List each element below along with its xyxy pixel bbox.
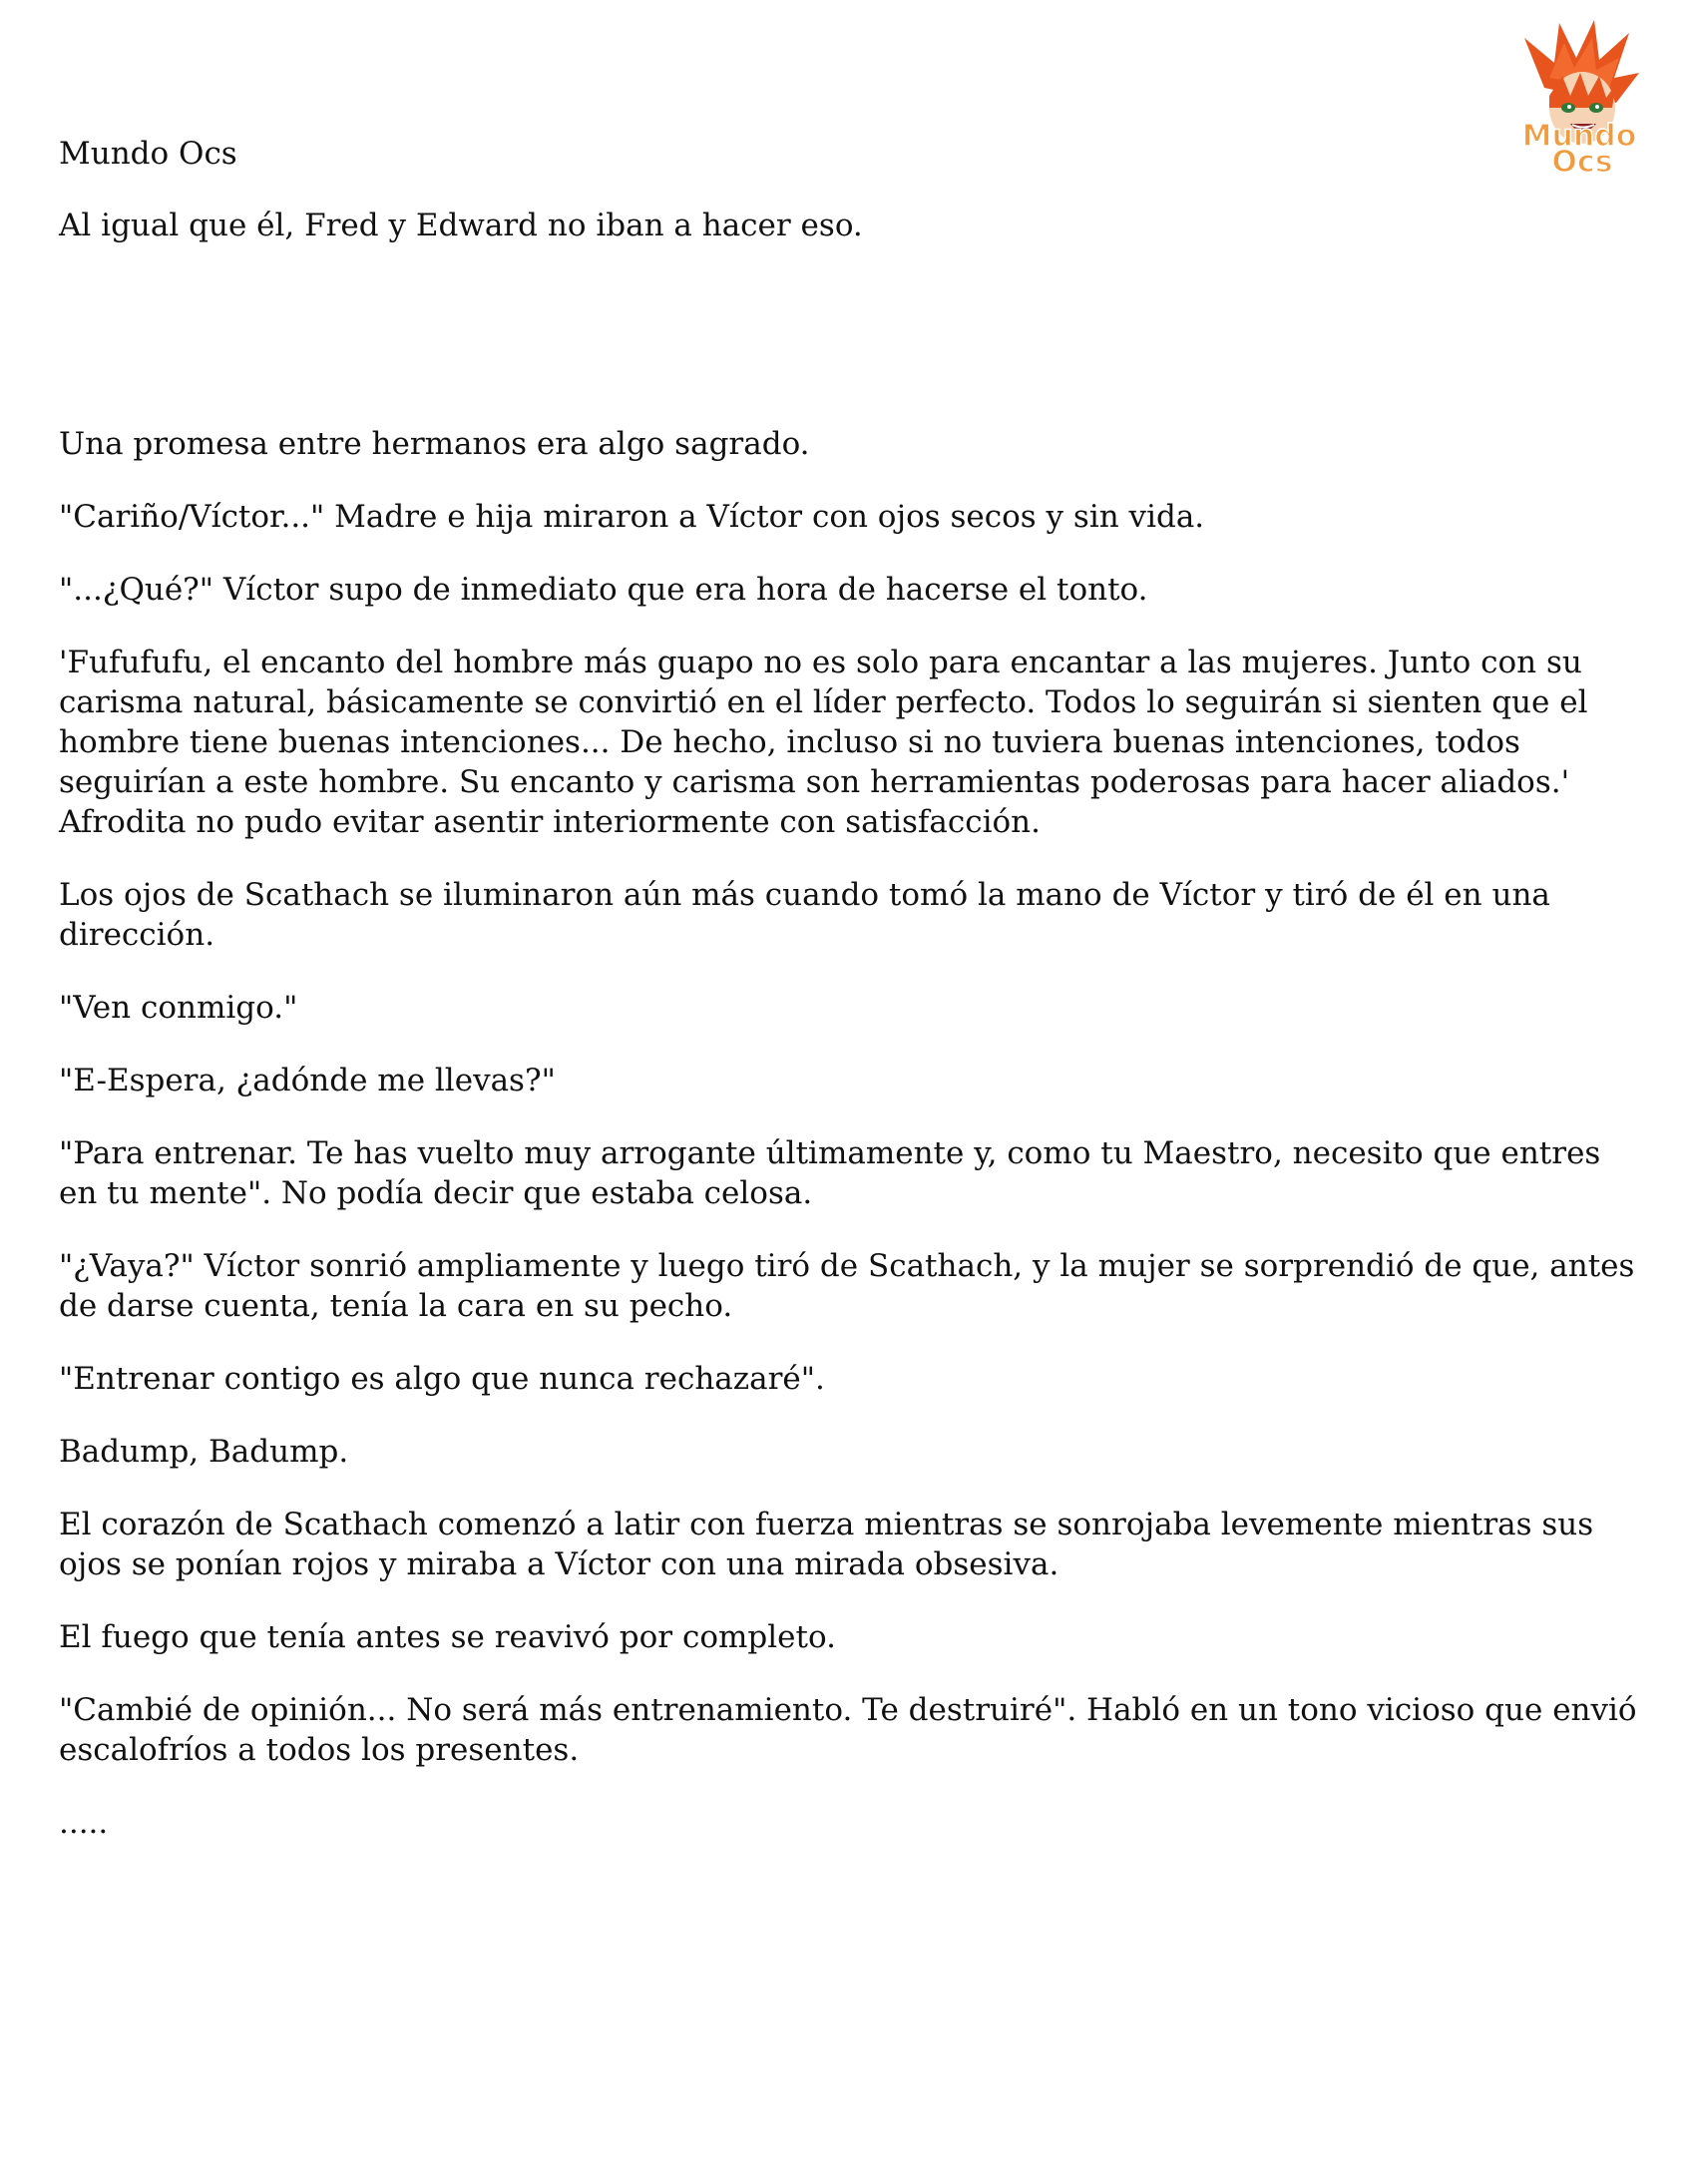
logo-mascot-icon: [1504, 18, 1654, 178]
mundo-ocs-logo: [1504, 18, 1654, 178]
page-header-title: Mundo Ocs: [59, 136, 237, 172]
paragraph: El corazón de Scathach comenzó a latir con fuerza mientras se sonrojaba levemente mientras sus ojos se ponían rojos y miraba a Víctor con una mirada obsesiva.: [59, 1507, 1594, 1582]
paragraph: El fuego que tenía antes se reavivó por completo.: [59, 1619, 836, 1655]
paragraph: "Cambié de opinión... No será más entrenamiento. Te destruiré". Habló en un tono vicioso que envió escalofríos a todos los presentes.: [59, 1692, 1637, 1768]
paragraph: "Cariño/Víctor..." Madre e hija miraron a Víctor con ojos secos y sin vida.: [59, 499, 1205, 535]
paragraph: .....: [59, 1805, 109, 1841]
paragraph: 'Fufufufu, el encanto del hombre más guapo no es solo para encantar a las mujeres. Junto con su carisma natural, básicamente se convirtió en el líder perfecto. Todos lo seguirán si sienten que el hombre tiene buenas intenciones... De hecho, incluso si no tuviera buenas intenciones, todos seguirían a este hombre. Su encanto y carisma son herramientas poderosas para hacer aliados.' Afrodita no pudo evitar asentir interiormente con satisfacción.: [59, 645, 1588, 840]
paragraph: Los ojos de Scathach se iluminaron aún más cuando tomó la mano de Víctor y tiró de él en una dirección.: [59, 877, 1550, 953]
paragraph: "Ven conmigo.": [59, 990, 298, 1026]
paragraph: "E-Espera, ¿adónde me llevas?": [59, 1063, 556, 1098]
paragraph: "Entrenar contigo es algo que nunca rechazaré".: [59, 1361, 825, 1397]
paragraph: "¿Vaya?" Víctor sonrió ampliamente y luego tiró de Scathach, y la mujer se sorprendió de que, antes de darse cuenta, tenía la cara en su pecho.: [59, 1248, 1635, 1324]
svg-text:Ocs: Ocs: [1551, 145, 1613, 178]
paragraph: "Para entrenar. Te has vuelto muy arrogante últimamente y, como tu Maestro, necesito que entres en tu mente". No podía decir que estaba celosa.: [59, 1135, 1601, 1211]
paragraph: Al igual que él, Fred y Edward no iban a hacer eso.: [59, 208, 863, 243]
paragraph: "...¿Qué?" Víctor supo de inmediato que era hora de hacerse el tonto.: [59, 572, 1148, 608]
svg-text:Mundo: Mundo: [1521, 119, 1637, 154]
paragraph: Una promesa entre hermanos era algo sagrado.: [59, 426, 810, 462]
paragraph: Badump, Badump.: [59, 1434, 349, 1470]
document-body: [59, 206, 1645, 1876]
